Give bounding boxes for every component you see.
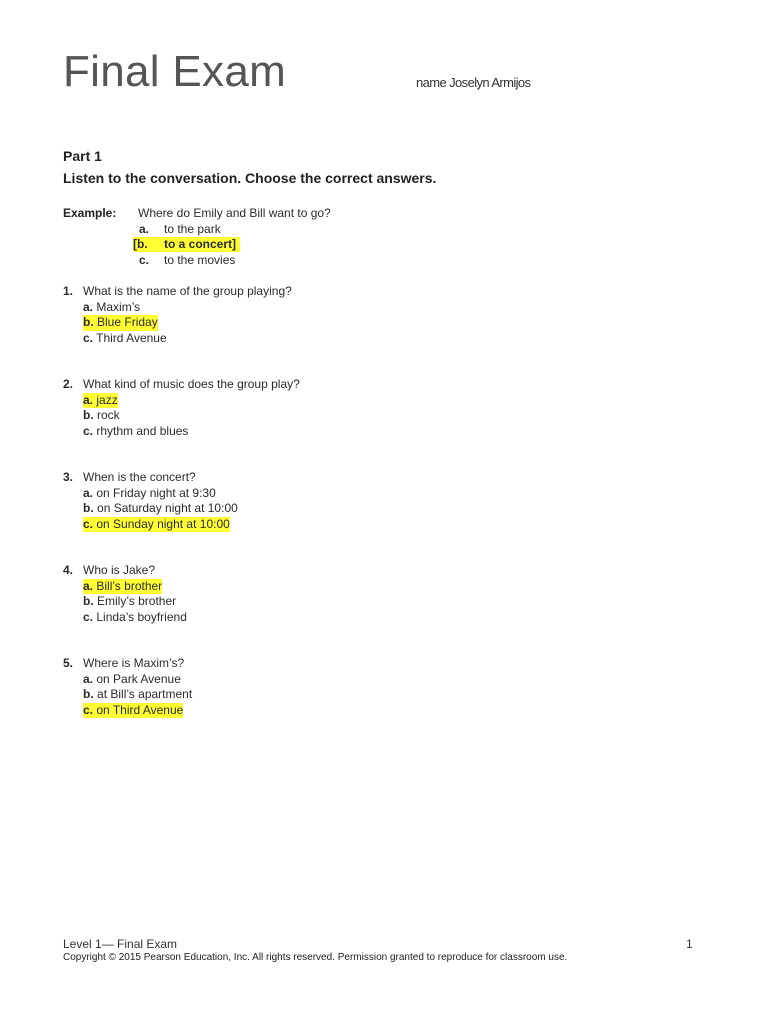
- option-letter: a.: [83, 578, 94, 593]
- example-option-text: to the movies: [164, 253, 236, 267]
- option-letter: a.: [83, 485, 94, 500]
- answer-option-selected[interactable]: [83, 315, 158, 331]
- option-letter: c.: [83, 423, 94, 438]
- example-option-letter: c.: [139, 253, 150, 267]
- option-text: on Friday night at 9:30: [96, 485, 216, 500]
- footer-level-label: Level 1— Final Exam: [63, 937, 178, 951]
- answer-option-selected[interactable]: [83, 703, 183, 719]
- copyright-notice: Copyright © 2015 Pearson Education, Inc. All rights reserved. Permission granted to reproduce for classroom use.: [63, 952, 568, 963]
- option-letter: b.: [83, 315, 94, 329]
- question-text: Who is Jake?: [83, 563, 156, 577]
- answer-option[interactable]: [83, 486, 216, 502]
- answer-option[interactable]: [83, 610, 187, 626]
- answer-option[interactable]: [83, 331, 167, 347]
- option-letter: b.: [83, 687, 94, 701]
- option-letter: b.: [83, 501, 94, 515]
- option-text: on Third Avenue: [96, 702, 184, 717]
- option-letter: a.: [83, 299, 94, 314]
- option-text: Linda’s boyfriend: [96, 609, 187, 624]
- option-text: on Saturday night at 10:00: [97, 501, 238, 515]
- question-text: When is the concert?: [83, 470, 196, 484]
- answer-option[interactable]: [83, 408, 120, 424]
- option-letter: a.: [83, 392, 94, 407]
- option-text: Maxim’s: [96, 299, 141, 314]
- option-letter: c.: [83, 330, 94, 345]
- answer-option[interactable]: [83, 687, 192, 703]
- question-text: Where is Maxim’s?: [83, 656, 185, 670]
- example-option-text: to a concert]: [164, 237, 237, 251]
- option-text: on Sunday night at 10:00: [96, 516, 230, 531]
- option-letter: c.: [83, 516, 94, 531]
- option-letter: b.: [83, 408, 94, 422]
- answer-option[interactable]: [83, 300, 140, 316]
- option-letter: c.: [83, 609, 94, 624]
- example-label: Example:: [63, 206, 117, 220]
- option-letter: a.: [83, 671, 94, 686]
- example-question: Where do Emily and Bill want to go?: [138, 206, 331, 220]
- option-text: on Park Avenue: [96, 671, 181, 686]
- option-text: Bill’s brother: [96, 578, 163, 593]
- page-number: 1: [686, 937, 693, 951]
- student-name: Joselyn Armijos: [449, 75, 531, 90]
- question-number: 3.: [63, 470, 74, 484]
- part-heading: Part 1: [63, 148, 102, 164]
- example-option-letter: [b.: [133, 237, 148, 251]
- answer-option[interactable]: [83, 501, 238, 517]
- part-instructions: Listen to the conversation. Choose the correct answers.: [63, 170, 437, 186]
- answer-option-selected[interactable]: [83, 579, 162, 595]
- answer-option-selected[interactable]: [83, 393, 118, 409]
- name-label: name: [416, 75, 447, 90]
- question-text: What kind of music does the group play?: [83, 377, 300, 391]
- option-text: Third Avenue: [96, 330, 167, 345]
- option-text: rock: [97, 408, 120, 422]
- example-option-letter: a.: [139, 222, 150, 236]
- answer-option[interactable]: [83, 594, 176, 610]
- option-letter: b.: [83, 594, 94, 608]
- option-text: Blue Friday: [97, 315, 158, 329]
- option-letter: c.: [83, 702, 94, 717]
- answer-option[interactable]: [83, 424, 188, 440]
- option-text: rhythm and blues: [96, 423, 189, 438]
- example-option-text: to the park: [164, 222, 221, 236]
- option-text: at Bill’s apartment: [97, 687, 193, 701]
- question-number: 1.: [63, 284, 74, 298]
- question-number: 2.: [63, 377, 74, 391]
- answer-option-selected[interactable]: [83, 517, 230, 533]
- answer-option[interactable]: [83, 672, 181, 688]
- option-text: jazz: [96, 392, 118, 407]
- student-name-line: [416, 75, 530, 90]
- option-text: Emily’s brother: [97, 594, 177, 608]
- question-number: 4.: [63, 563, 74, 577]
- question-number: 5.: [63, 656, 74, 670]
- page-title: Final Exam: [63, 47, 287, 96]
- question-text: What is the name of the group playing?: [83, 284, 292, 298]
